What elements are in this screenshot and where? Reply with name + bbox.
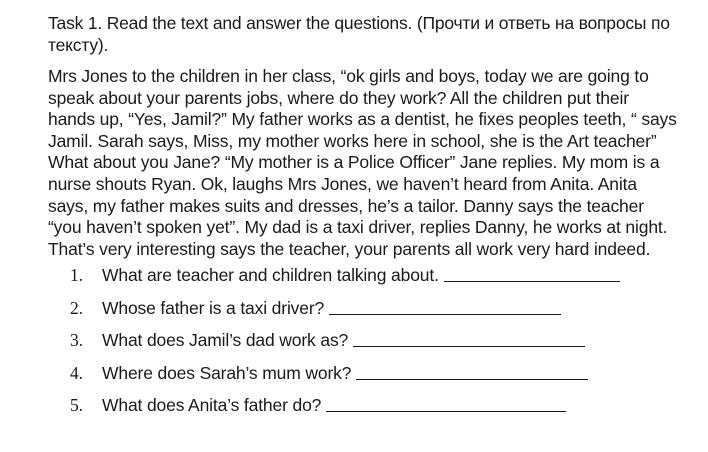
question-text: What does Jamil’s dad work as?	[102, 330, 349, 351]
question-item	[48, 298, 678, 331]
answer-blank	[356, 378, 588, 380]
question-text: Where does Sarah’s mum work?	[102, 362, 352, 383]
task-title: Task 1. Read the text and answer the questions. (Прочти и ответь на вопросы по тексту).	[48, 13, 670, 55]
worksheet	[48, 12, 678, 428]
question-number: 1.	[70, 265, 83, 286]
answer-blank	[326, 410, 566, 412]
question-number: 3.	[70, 330, 83, 351]
question-item	[48, 395, 678, 428]
question-number: 2.	[70, 297, 83, 318]
answer-blank	[353, 345, 585, 347]
reading-text: Mrs Jones to the children in her class, “ok girls and boys, today we are going to speak about your parents jobs, where do they work? All the children put their hands up, “Yes, Jamil?” My father works as a dentist, he fixes peoples teeth, “ says Jamil. Sarah says, Miss, my mother works here in school, she is the Art teacher” What about you Jane? “My mother is a Police Officer” Jane replies. My mom is a nurse shouts Ryan. Ok, laughs Mrs Jones, we haven’t heard from Anita. Anita says, my father makes suits and dresses, he’s a tailor. Danny says the teacher “you haven’t spoken yet”. My dad is a taxi driver, replies Danny, he works at night. That’s very interesting says the teacher, your parents all work very hard indeed.	[48, 66, 677, 259]
question-text: What does Anita’s father do?	[102, 395, 322, 416]
question-list	[48, 265, 678, 428]
question-item	[48, 265, 678, 298]
question-number: 4.	[70, 362, 83, 383]
question-number: 5.	[70, 395, 83, 416]
question-item	[48, 363, 678, 396]
question-item	[48, 330, 678, 363]
answer-blank	[329, 313, 561, 315]
question-text: Whose father is a taxi driver?	[102, 297, 325, 318]
question-text: What are teacher and children talking about.	[102, 265, 439, 286]
answer-blank	[444, 280, 620, 282]
